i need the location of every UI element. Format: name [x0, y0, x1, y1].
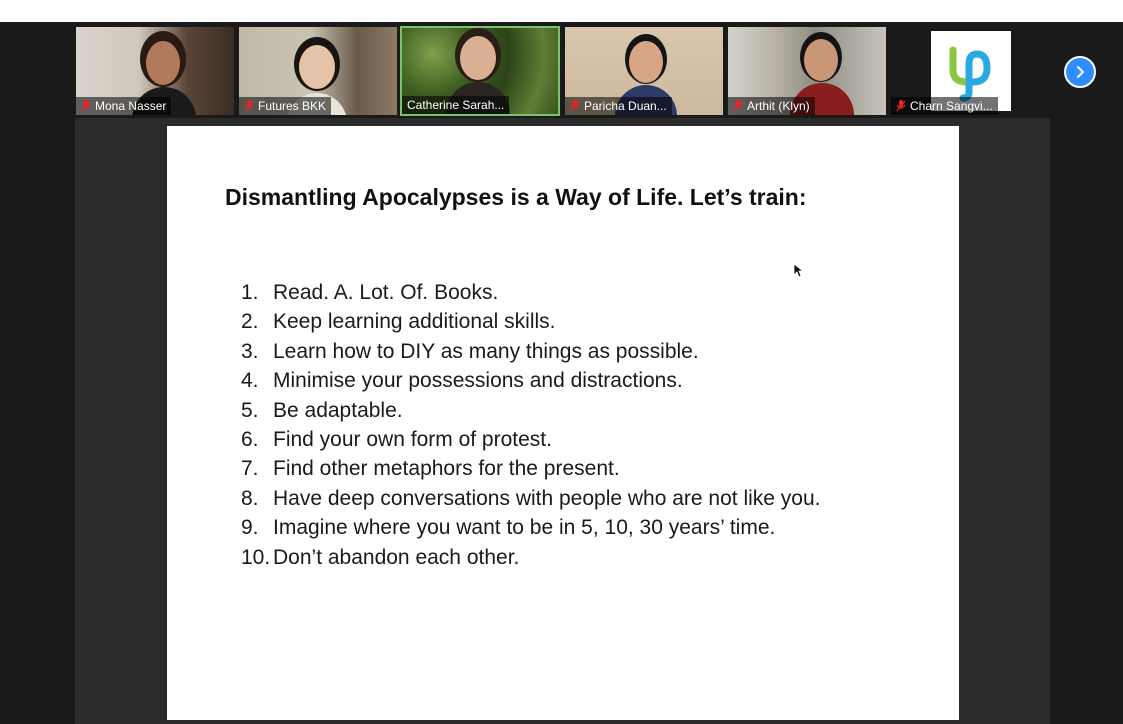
list-number: 2. [241, 310, 259, 334]
mic-muted-icon [896, 100, 906, 112]
list-item [241, 484, 821, 513]
participant-tile[interactable] [564, 26, 724, 116]
mic-muted-icon [81, 100, 91, 112]
mic-muted-icon [570, 100, 580, 112]
list-item [241, 454, 821, 483]
participant-name-tag [402, 96, 509, 114]
list-text: Minimise your possessions and distractions. [273, 369, 683, 393]
slide-title: Dismantling Apocalypses is a Way of Life. Let’s train: [225, 184, 807, 210]
right-gutter [1050, 22, 1123, 724]
participant-tile-active-speaker[interactable] [400, 26, 560, 116]
mic-muted-icon [244, 100, 254, 112]
list-text: Keep learning additional skills. [273, 310, 556, 334]
shared-slide [167, 126, 959, 720]
next-participants-button[interactable] [1064, 56, 1096, 88]
participant-tile[interactable] [238, 26, 398, 116]
list-number: 4. [241, 369, 259, 393]
person-avatar [804, 39, 838, 81]
slide-list [241, 278, 821, 572]
list-number: 6. [241, 428, 259, 452]
participant-tile[interactable] [890, 26, 1050, 116]
list-item [241, 337, 821, 366]
mouse-pointer-icon [794, 264, 804, 278]
participant-name-tag [565, 97, 672, 115]
person-avatar [460, 36, 496, 80]
participant-name-tag [76, 97, 171, 115]
list-item [241, 396, 821, 425]
title-bar [0, 0, 1123, 22]
participant-name: Catherine Sarah... [407, 98, 505, 112]
list-number: 1. [241, 281, 259, 304]
list-text: Imagine where you want to be in 5, 10, 30 years’ time. [273, 516, 776, 540]
participant-name-tag [728, 97, 815, 115]
list-number: 10. [241, 545, 271, 569]
list-number: 8. [241, 486, 259, 510]
list-number: 9. [241, 516, 259, 540]
person-avatar [629, 41, 663, 83]
list-item [241, 513, 821, 542]
list-item [241, 307, 821, 336]
participant-strip [75, 26, 1050, 116]
logo-icon [943, 40, 999, 102]
list-item [241, 425, 821, 454]
person-avatar [146, 41, 180, 85]
left-gutter [0, 22, 75, 724]
participant-name: Mona Nasser [95, 99, 167, 113]
list-number: 7. [241, 457, 259, 481]
participant-name: Paricha Duan... [584, 99, 667, 113]
list-text: Have deep conversations with people who are not like you. [273, 486, 821, 510]
participant-name-tag [891, 97, 998, 115]
participant-name: Futures BKK [258, 99, 327, 113]
list-text: Don’t abandon each other. [273, 545, 520, 569]
list-number: 5. [241, 398, 259, 422]
participant-tile[interactable] [727, 26, 887, 116]
participant-name: Charn Sangvi... [910, 99, 993, 113]
list-text: Learn how to DIY as many things as possible. [273, 339, 699, 363]
participant-tile[interactable] [75, 26, 235, 116]
person-avatar [299, 45, 335, 89]
list-text: Find other metaphors for the present. [273, 457, 620, 481]
participant-name-tag [239, 97, 331, 115]
chevron-right-icon [1073, 65, 1087, 79]
list-item [241, 543, 821, 572]
list-text: Be adaptable. [273, 398, 403, 422]
mic-muted-icon [733, 100, 743, 112]
list-item [241, 278, 821, 307]
list-text: Find your own form of protest. [273, 428, 552, 452]
participant-name: Arthit (Klyn) [747, 99, 810, 113]
list-item [241, 366, 821, 395]
list-number: 3. [241, 339, 259, 363]
list-text: Read. A. Lot. Of. Books. [273, 281, 499, 304]
